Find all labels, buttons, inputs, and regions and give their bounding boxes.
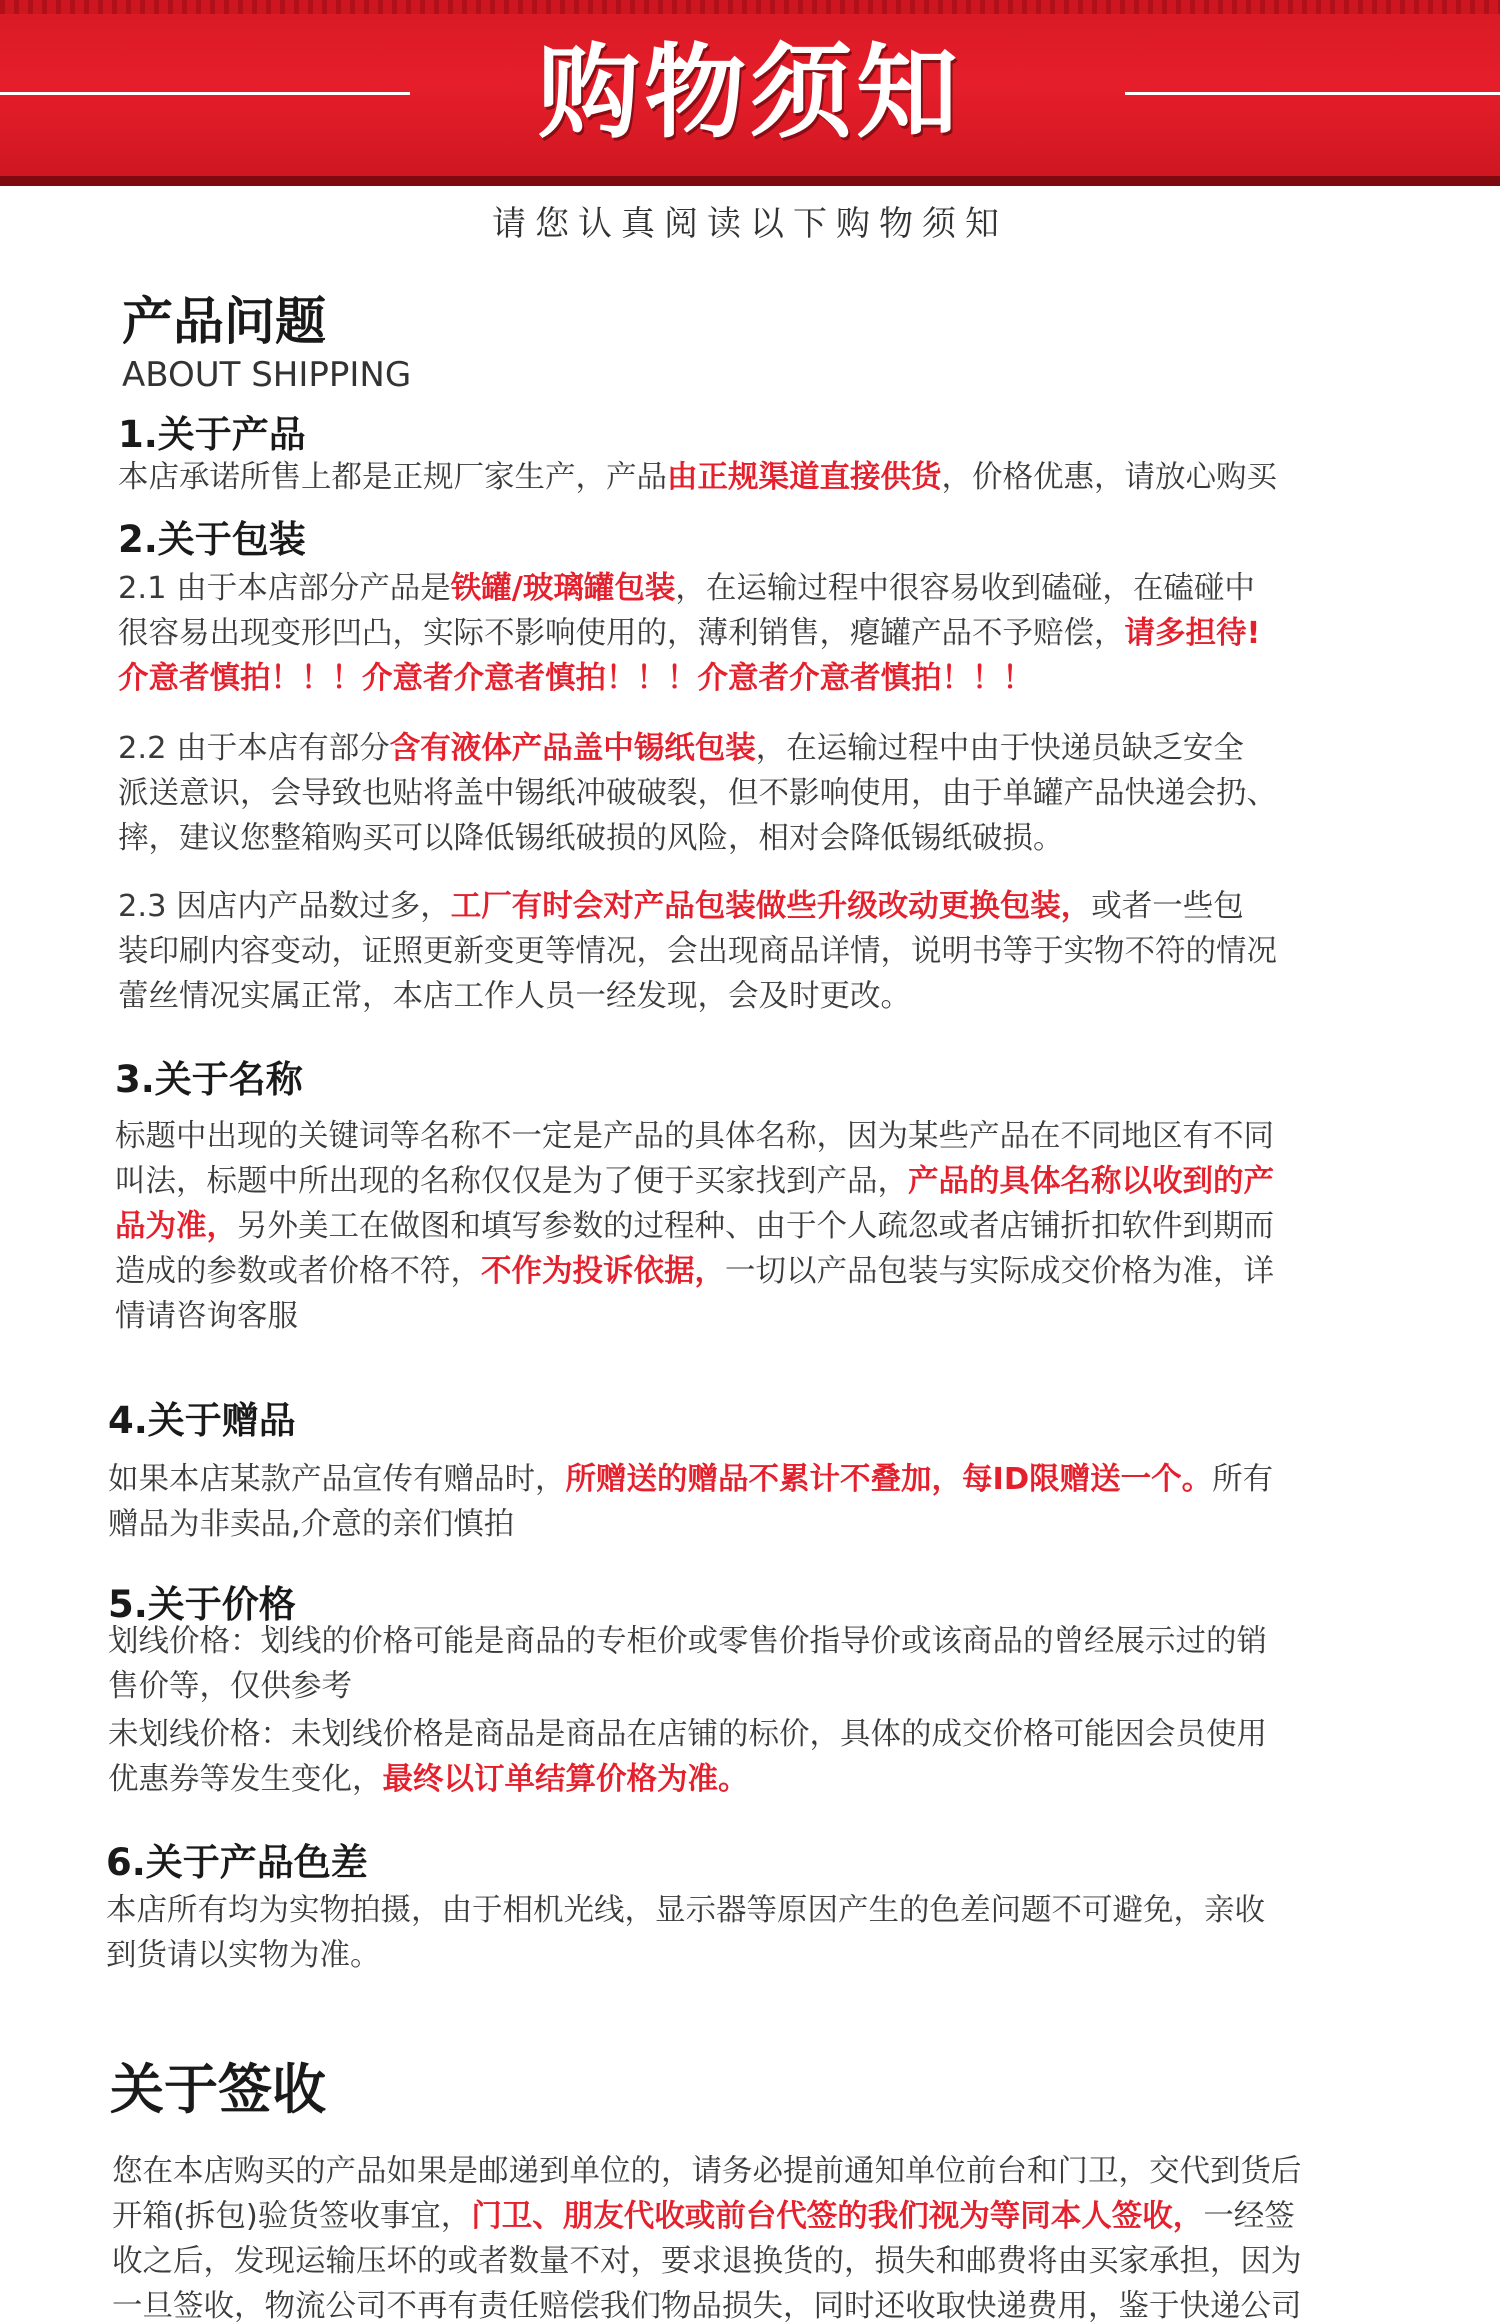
item2-p23-line3: 蕾丝情况实属正常，本店工作人员一经发现，会及时更改。: [118, 979, 911, 1014]
sign-line2-text-b: 一经签: [1203, 2199, 1295, 2234]
item2-p22-line3: 摔，建议您整箱购买可以降低锡纸破损的风险，相对会降低锡纸破损。: [118, 821, 1064, 856]
sign-line1: 您在本店购买的产品如果是邮递到单位的，请务必提前通知单位前台和门卫，交代到货后: [112, 2154, 1302, 2189]
item4-line1: [108, 1457, 1273, 1503]
item1-text-b: ，价格优惠，请放心购买: [941, 460, 1277, 495]
p23-text-a: 2.3 因店内产品数过多，: [118, 889, 451, 924]
item3-line3-text: 另外美工在做图和填写参数的过程种、由于个人疏忽或者店铺折扣软件到期而: [237, 1209, 1274, 1244]
sign-section-title: 关于签收: [110, 2058, 326, 2121]
item1-highlight: 由正规渠道直接供货: [667, 460, 942, 495]
page-title: 购物须知: [538, 34, 962, 153]
p23-highlight: 工厂有时会对产品包装做些升级改动更换包装，: [450, 889, 1092, 924]
item4-highlight: 所赠送的赠品不累计不叠加，每ID限赠送一个。: [565, 1462, 1213, 1497]
item2-p22-line2: 派送意识，会导致也贴将盖中锡纸冲破破裂，但不影响使用，由于单罐产品快递会扔、: [118, 776, 1277, 811]
item2-p23-line2: 装印刷内容变动，证照更新变更等情况，会出现商品详情，说明书等于实物不符的情况: [118, 934, 1277, 969]
item3-line4-text-a: 造成的参数或者价格不符，: [115, 1254, 481, 1289]
item5-line2: 售价等，仅供参考: [108, 1669, 352, 1704]
p21-line2-text: 很容易出现变形凹凸，实际不影响使用的，薄利销售，瘪罐产品不予赔偿，: [118, 616, 1125, 651]
p22-text-a: 2.2 由于本店有部分: [118, 731, 390, 766]
item5-title: 5.关于价格: [108, 1583, 296, 1626]
item6-line1: 本店所有均为实物拍摄，由于相机光线，显示器等原因产生的色差问题不可避免，亲收: [106, 1893, 1265, 1928]
item3-title: 3.关于名称: [115, 1058, 303, 1101]
item2-p22-line1: [118, 726, 1244, 772]
item3-line2: [115, 1159, 1274, 1205]
p22-text-b: ，在运输过程中由于快递员缺乏安全: [755, 731, 1244, 766]
header-stripe: [0, 0, 1500, 14]
item5-line1: 划线价格：划线的价格可能是商品的专柜价或零售价指导价或该商品的曾经展示过的销: [108, 1624, 1267, 1659]
item3-line1: 标题中出现的关键词等名称不一定是产品的具体名称，因为某些产品在不同地区有不同: [115, 1119, 1274, 1154]
p21-text-a: 2.1 由于本店部分产品是: [118, 571, 451, 606]
item1-title: 1.关于产品: [118, 413, 306, 456]
item5-line4: [108, 1757, 749, 1803]
p21-highlight: 铁罐/玻璃罐包装: [450, 571, 676, 606]
item1-text-a: 本店承诺所售上都是正规厂家生产，产品: [118, 460, 667, 495]
item5-line4-text: 优惠券等发生变化，: [108, 1762, 383, 1797]
item3-line4-text-b: 一切以产品包装与实际成交价格为准，详: [725, 1254, 1274, 1289]
item1-paragraph: [118, 455, 1277, 501]
item4-title: 4.关于赠品: [108, 1399, 296, 1442]
item6-line2: 到货请以实物为准。: [106, 1938, 381, 1973]
sign-line2: [112, 2194, 1295, 2240]
p23-text-b: 或者一些包: [1091, 889, 1244, 924]
sign-highlight: 门卫、朋友代收或前台代签的我们视为等同本人签收，: [471, 2199, 1204, 2234]
p21-text-b: ，在运输过程中很容易收到磕碰，在磕碰中: [675, 571, 1255, 606]
item6-title: 6.关于产品色差: [106, 1841, 368, 1884]
item5-highlight: 最终以订单结算价格为准。: [382, 1762, 749, 1797]
item2-p21-line2: [118, 611, 1260, 657]
item3-line2-highlight: 产品的具体名称以收到的产: [908, 1164, 1274, 1199]
product-section-subtitle: ABOUT SHIPPING: [122, 355, 412, 395]
page-subtitle: 请您认真阅读以下购物须知: [492, 204, 1008, 244]
item3-line3: [115, 1204, 1274, 1250]
item3-line3-highlight: 品为准，: [115, 1209, 237, 1244]
p21-line2-highlight: 请多担待!: [1124, 616, 1261, 651]
sign-line4: 一旦签收，物流公司不再有责任赔偿我们物品损失，同时还收取快递费用，鉴于快递公司: [112, 2289, 1302, 2322]
header-banner: [0, 0, 1500, 186]
item4-line2: 赠品为非卖品,介意的亲们慎拍: [108, 1507, 515, 1542]
item2-p21-line3: 介意者慎拍！！！介意者介意者慎拍！！！介意者介意者慎拍！！！: [118, 661, 1033, 696]
item3-line2-text: 叫法，标题中所出现的名称仅仅是为了便于买家找到产品，: [115, 1164, 908, 1199]
product-section-title: 产品问题: [122, 293, 327, 352]
sign-line2-text-a: 开箱(拆包)验货签收事宜，: [112, 2199, 472, 2234]
item2-p23-line1: [118, 884, 1244, 930]
item5-line3: 未划线价格：未划线价格是商品是商品在店铺的标价，具体的成交价格可能因会员使用: [108, 1717, 1267, 1752]
p22-highlight: 含有液体产品盖中锡纸包装: [389, 731, 756, 766]
item2-title: 2.关于包装: [118, 518, 306, 561]
item4-line1-text-b: 所有: [1212, 1462, 1274, 1497]
header-bottom-line: [0, 176, 1500, 186]
item4-line1-text-a: 如果本店某款产品宣传有赠品时，: [108, 1462, 566, 1497]
sign-line3: 收之后，发现运输压坏的或者数量不对，要求退换货的，损失和邮费将由买家承担，因为: [112, 2244, 1302, 2279]
item3-line5: 情请咨询客服: [115, 1299, 298, 1334]
item3-line4-highlight: 不作为投诉依据，: [481, 1254, 725, 1289]
item3-line4: [115, 1249, 1274, 1295]
item2-p21-line1: [118, 566, 1255, 612]
